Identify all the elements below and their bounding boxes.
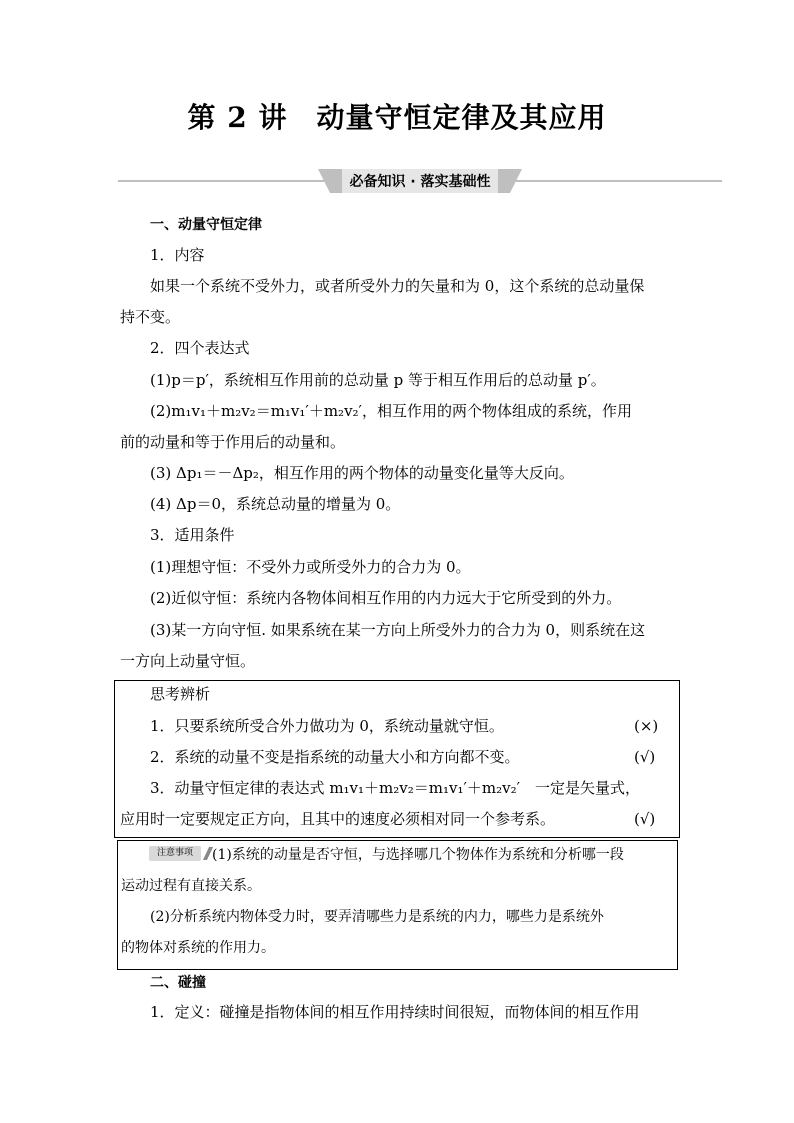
note-tag: 注意事项 [149,846,201,861]
think-question-3-cont: 应用时一定要规定正方向，且其中的速度必须相对同一个参考系。 [120,810,556,828]
page-title: 第 2 讲 动量守恒定律及其应用 [187,101,607,134]
expression-4: (4) Δp＝0，系统总动量的增量为 0。 [150,495,401,513]
note-line: (2)分析系统内物体受力时，要弄清哪些力是系统的内力，哪些力是系统外 [150,909,604,925]
note-line: 运动过程有直接关系。 [121,878,261,894]
expression-1: (1)p＝p′，系统相互作用前的总动量 p 等于相互作用后的总动量 p′。 [150,371,606,389]
think-title: 思考辨析 [150,685,211,703]
note-line: (1)系统的动量是否守恒，与选择哪几个物体作为系统和分析哪一段 [212,847,624,863]
think-question-2: 2．系统的动量不变是指系统的动量大小和方向都不变。 [150,748,520,766]
condition-1: (1)理想守恒：不受外力或所受外力的合力为 0。 [150,558,471,576]
answer-mark: (√) [634,748,656,766]
condition-3-cont: 一方向上动量守恒。 [120,652,256,670]
condition-3: (3)某一方向守恒. 如果系统在某一方向上所受外力的合力为 0，则系统在这 [150,621,646,639]
subheading-content: 1．内容 [150,246,205,264]
paragraph-line: 如果一个系统不受外力，或者所受外力的矢量和为 0，这个系统的总动量保 [150,277,645,295]
banner-label: 必备知识 · 落实基础性 [349,174,491,190]
expression-2-cont: 前的动量和等于作用后的动量和。 [120,433,346,451]
subheading-expressions: 2．四个表达式 [150,339,250,357]
section-heading: 一、动量守恒定律 [150,217,262,233]
condition-2: (2)近似守恒：系统内各物体间相互作用的内力远大于它所受到的外力。 [150,589,622,607]
subheading-conditions: 3．适用条件 [150,526,235,544]
section-heading: 二、碰撞 [150,975,206,991]
answer-mark: (×) [634,717,659,735]
expression-2: (2)m₁v₁＋m₂v₂＝m₁v₁′＋m₂v₂′，相互作用的两个物体组成的系统，作用 [150,402,632,420]
section-banner [118,168,722,194]
think-question-3: 3．动量守恒定律的表达式 m₁v₁＋m₂v₂＝m₁v₁′＋m₂v₂′ 一定是矢量式， [150,779,641,797]
definition-line: 1．定义：碰撞是指物体间的相互作用持续时间很短，而物体间的相互作用 [150,1003,640,1021]
think-question-1: 1．只要系统所受合外力做功为 0，系统动量就守恒。 [150,717,504,735]
note-line: 的物体对系统的作用力。 [121,940,275,956]
answer-mark: (√) [634,810,656,828]
paragraph-line: 持不变。 [120,308,181,326]
expression-3: (3) Δp₁＝－Δp₂，相互作用的两个物体的动量变化量等大反向。 [150,464,574,482]
